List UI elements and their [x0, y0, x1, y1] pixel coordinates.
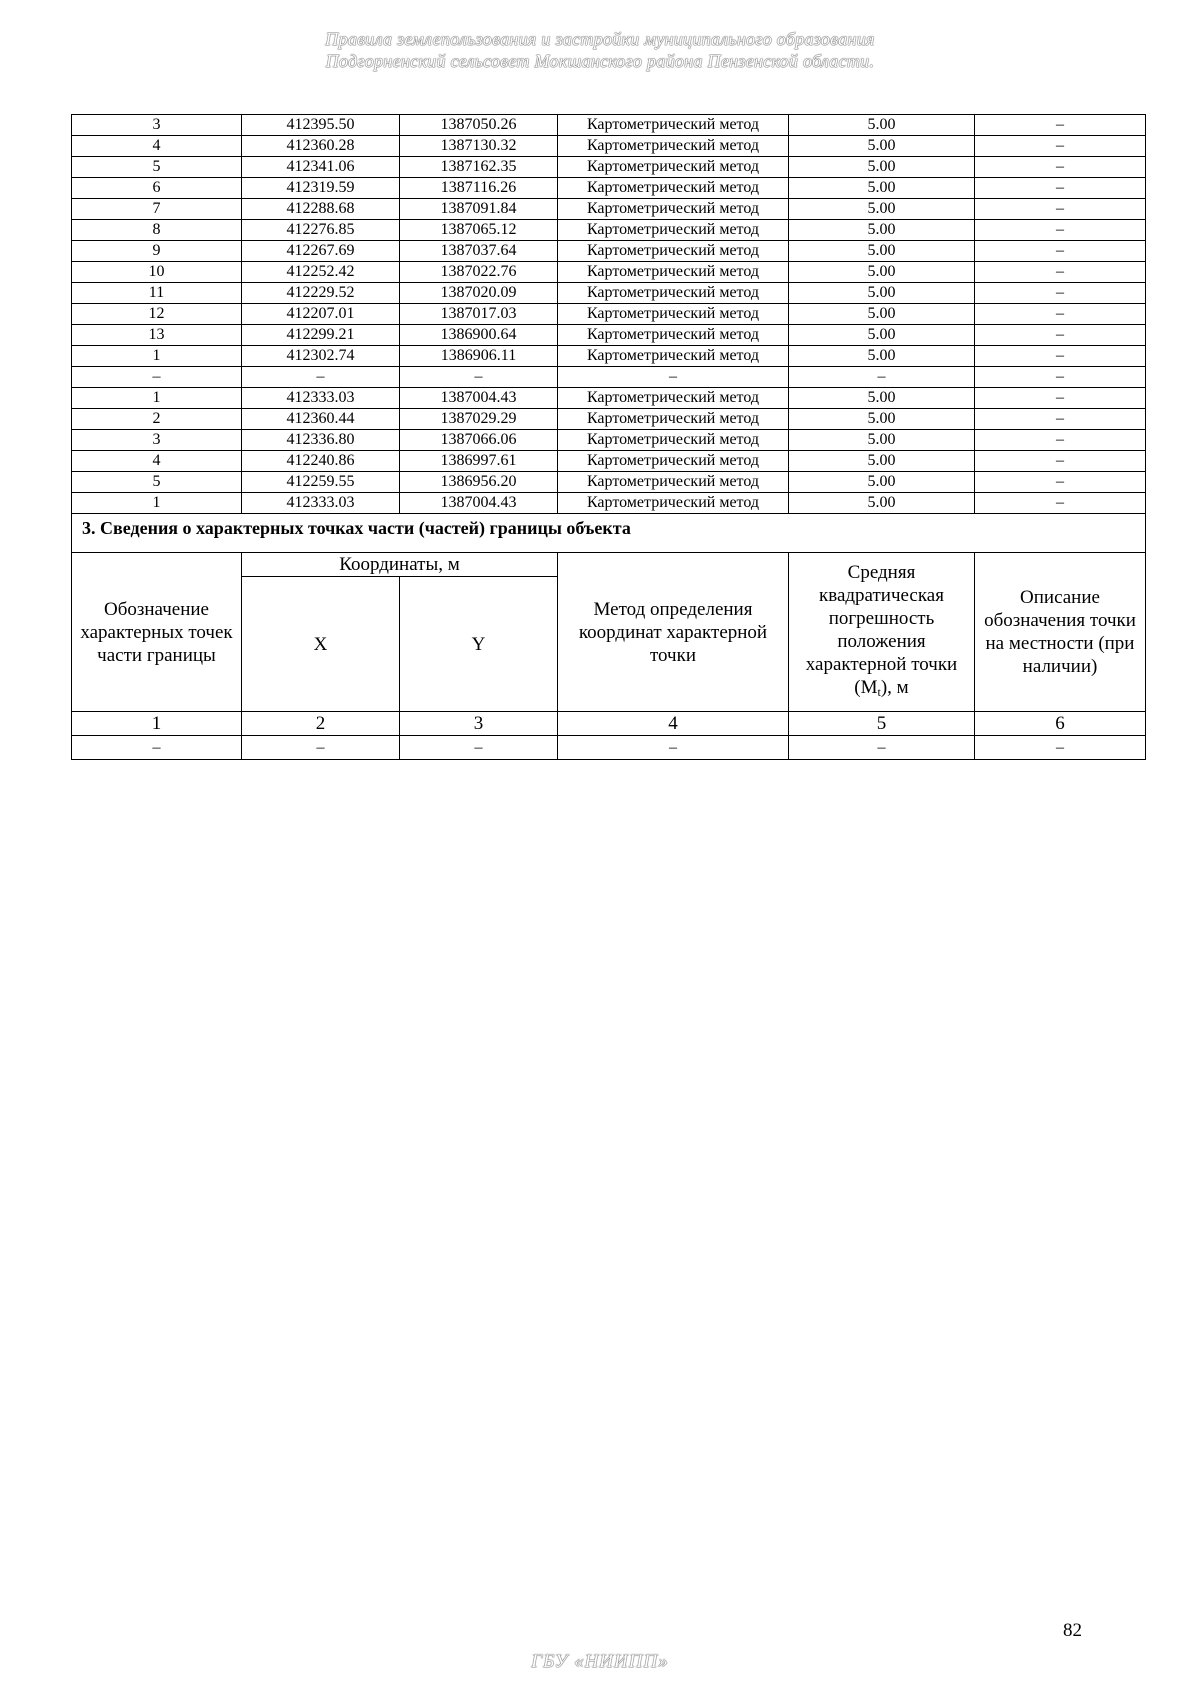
x-cell: 412319.59: [242, 178, 400, 199]
running-header: [0, 28, 1200, 72]
column-number: 5: [789, 712, 975, 736]
point-number-cell: 11: [72, 283, 242, 304]
y-cell: 1387037.64: [400, 241, 558, 262]
description-cell: –: [975, 472, 1146, 493]
table-row: [72, 157, 1146, 178]
method-cell: Картометрический метод: [558, 409, 789, 430]
column-numbers-row: [72, 712, 1146, 736]
y-cell: 1387116.26: [400, 178, 558, 199]
section-3-title: 3. Сведения о характерных точках части (частей) границы объекта: [72, 514, 1146, 553]
point-number-cell: 9: [72, 241, 242, 262]
coordinates-rows: [72, 115, 1146, 514]
table-row: [72, 199, 1146, 220]
table-row: [72, 367, 1146, 388]
table-row: [72, 304, 1146, 325]
method-cell: Картометрический метод: [558, 136, 789, 157]
y-cell: 1387017.03: [400, 304, 558, 325]
point-number-cell: 12: [72, 304, 242, 325]
method-cell: Картометрический метод: [558, 430, 789, 451]
description-cell: –: [975, 157, 1146, 178]
col-header-error-sub: t: [877, 684, 881, 699]
y-cell: 1387050.26: [400, 115, 558, 136]
col-header-error-text: Средняя квадратическая погрешность положения характерной точки (M: [805, 561, 958, 698]
y-cell: 1387091.84: [400, 199, 558, 220]
description-cell: –: [975, 283, 1146, 304]
y-cell: 1387004.43: [400, 493, 558, 514]
method-cell: Картометрический метод: [558, 472, 789, 493]
description-cell: –: [975, 325, 1146, 346]
x-cell: –: [242, 367, 400, 388]
y-cell: 1387022.76: [400, 262, 558, 283]
col-header-designation: Обозначение характерных точек части границы: [72, 553, 242, 712]
description-cell: –: [975, 220, 1146, 241]
empty-row: [72, 736, 1146, 760]
y-cell: 1386906.11: [400, 346, 558, 367]
method-cell: Картометрический метод: [558, 388, 789, 409]
method-cell: Картометрический метод: [558, 199, 789, 220]
point-number-cell: 2: [72, 409, 242, 430]
section-3: [72, 514, 1146, 760]
method-cell: Картометрический метод: [558, 157, 789, 178]
coordinates-table: [71, 114, 1146, 760]
x-cell: 412341.06: [242, 157, 400, 178]
error-cell: 5.00: [789, 451, 975, 472]
error-cell: –: [789, 367, 975, 388]
x-cell: 412333.03: [242, 493, 400, 514]
y-cell: 1387029.29: [400, 409, 558, 430]
table-row: [72, 262, 1146, 283]
empty-cell: –: [975, 736, 1146, 760]
x-cell: 412333.03: [242, 388, 400, 409]
empty-cell: –: [789, 736, 975, 760]
method-cell: Картометрический метод: [558, 115, 789, 136]
x-cell: 412360.28: [242, 136, 400, 157]
point-number-cell: 3: [72, 430, 242, 451]
error-cell: 5.00: [789, 388, 975, 409]
description-cell: –: [975, 430, 1146, 451]
error-cell: 5.00: [789, 157, 975, 178]
header-line-1: Правила землепользования и застройки муниципального образования: [325, 29, 875, 49]
table-row: [72, 409, 1146, 430]
col-header-description: Описание обозначения точки на местности (при наличии): [975, 553, 1146, 712]
y-cell: 1386900.64: [400, 325, 558, 346]
column-number: 3: [400, 712, 558, 736]
x-cell: 412207.01: [242, 304, 400, 325]
method-cell: Картометрический метод: [558, 178, 789, 199]
col-header-coordinates: Координаты, м: [242, 553, 558, 577]
method-cell: Картометрический метод: [558, 283, 789, 304]
empty-cell: –: [558, 736, 789, 760]
empty-cell: –: [242, 736, 400, 760]
footer-organization: ГБУ «НИИПП»: [531, 1651, 669, 1672]
point-number-cell: 1: [72, 388, 242, 409]
point-number-cell: 1: [72, 346, 242, 367]
x-cell: 412229.52: [242, 283, 400, 304]
table-row: [72, 430, 1146, 451]
point-number-cell: 7: [72, 199, 242, 220]
column-number: 1: [72, 712, 242, 736]
error-cell: 5.00: [789, 430, 975, 451]
x-cell: 412288.68: [242, 199, 400, 220]
page-number: 82: [1063, 1620, 1082, 1641]
table-row: [72, 220, 1146, 241]
x-cell: 412276.85: [242, 220, 400, 241]
y-cell: –: [400, 367, 558, 388]
col-header-error: [789, 553, 975, 712]
error-cell: 5.00: [789, 325, 975, 346]
point-number-cell: 6: [72, 178, 242, 199]
y-cell: 1387004.43: [400, 388, 558, 409]
description-cell: –: [975, 409, 1146, 430]
error-cell: 5.00: [789, 220, 975, 241]
error-cell: 5.00: [789, 304, 975, 325]
error-cell: 5.00: [789, 199, 975, 220]
error-cell: 5.00: [789, 262, 975, 283]
method-cell: –: [558, 367, 789, 388]
y-cell: 1387065.12: [400, 220, 558, 241]
y-cell: 1387066.06: [400, 430, 558, 451]
table-row: [72, 472, 1146, 493]
description-cell: –: [975, 346, 1146, 367]
table-row: [72, 388, 1146, 409]
column-number: 6: [975, 712, 1146, 736]
error-cell: 5.00: [789, 283, 975, 304]
col-header-x: X: [242, 577, 400, 712]
x-cell: 412240.86: [242, 451, 400, 472]
empty-cell: –: [72, 736, 242, 760]
point-number-cell: 3: [72, 115, 242, 136]
table-row: [72, 283, 1146, 304]
point-number-cell: 1: [72, 493, 242, 514]
error-cell: 5.00: [789, 493, 975, 514]
point-number-cell: –: [72, 367, 242, 388]
table-row: [72, 325, 1146, 346]
col-header-method: Метод определения координат характерной точки: [558, 553, 789, 712]
method-cell: Картометрический метод: [558, 220, 789, 241]
error-cell: 5.00: [789, 115, 975, 136]
description-cell: –: [975, 493, 1146, 514]
error-cell: 5.00: [789, 136, 975, 157]
point-number-cell: 5: [72, 472, 242, 493]
x-cell: 412336.80: [242, 430, 400, 451]
method-cell: Картометрический метод: [558, 346, 789, 367]
table-row: [72, 241, 1146, 262]
y-cell: 1387162.35: [400, 157, 558, 178]
method-cell: Картометрический метод: [558, 262, 789, 283]
column-number: 4: [558, 712, 789, 736]
x-cell: 412302.74: [242, 346, 400, 367]
description-cell: –: [975, 304, 1146, 325]
description-cell: –: [975, 241, 1146, 262]
header-line-2: Подгорненский сельсовет Мокшанского района Пензенской области.: [325, 51, 875, 71]
table-row: [72, 346, 1146, 367]
column-number: 2: [242, 712, 400, 736]
error-cell: 5.00: [789, 409, 975, 430]
error-cell: 5.00: [789, 241, 975, 262]
point-number-cell: 4: [72, 136, 242, 157]
error-cell: 5.00: [789, 346, 975, 367]
y-cell: 1386956.20: [400, 472, 558, 493]
y-cell: 1387130.32: [400, 136, 558, 157]
table-row: [72, 493, 1146, 514]
method-cell: Картометрический метод: [558, 493, 789, 514]
x-cell: 412395.50: [242, 115, 400, 136]
x-cell: 412259.55: [242, 472, 400, 493]
table-row: [72, 178, 1146, 199]
description-cell: –: [975, 262, 1146, 283]
x-cell: 412252.42: [242, 262, 400, 283]
description-cell: –: [975, 178, 1146, 199]
description-cell: –: [975, 136, 1146, 157]
method-cell: Картометрический метод: [558, 325, 789, 346]
description-cell: –: [975, 199, 1146, 220]
point-number-cell: 5: [72, 157, 242, 178]
error-cell: 5.00: [789, 472, 975, 493]
method-cell: Картометрический метод: [558, 241, 789, 262]
method-cell: Картометрический метод: [558, 451, 789, 472]
point-number-cell: 13: [72, 325, 242, 346]
point-number-cell: 10: [72, 262, 242, 283]
col-header-y: Y: [400, 577, 558, 712]
description-cell: –: [975, 367, 1146, 388]
error-cell: 5.00: [789, 178, 975, 199]
y-cell: 1387020.09: [400, 283, 558, 304]
table-row: [72, 115, 1146, 136]
point-number-cell: 4: [72, 451, 242, 472]
point-number-cell: 8: [72, 220, 242, 241]
description-cell: –: [975, 115, 1146, 136]
y-cell: 1386997.61: [400, 451, 558, 472]
table-row: [72, 451, 1146, 472]
x-cell: 412299.21: [242, 325, 400, 346]
empty-cell: –: [400, 736, 558, 760]
description-cell: –: [975, 451, 1146, 472]
description-cell: –: [975, 388, 1146, 409]
table-row: [72, 136, 1146, 157]
method-cell: Картометрический метод: [558, 304, 789, 325]
col-header-error-tail: ), м: [880, 676, 909, 698]
x-cell: 412267.69: [242, 241, 400, 262]
x-cell: 412360.44: [242, 409, 400, 430]
